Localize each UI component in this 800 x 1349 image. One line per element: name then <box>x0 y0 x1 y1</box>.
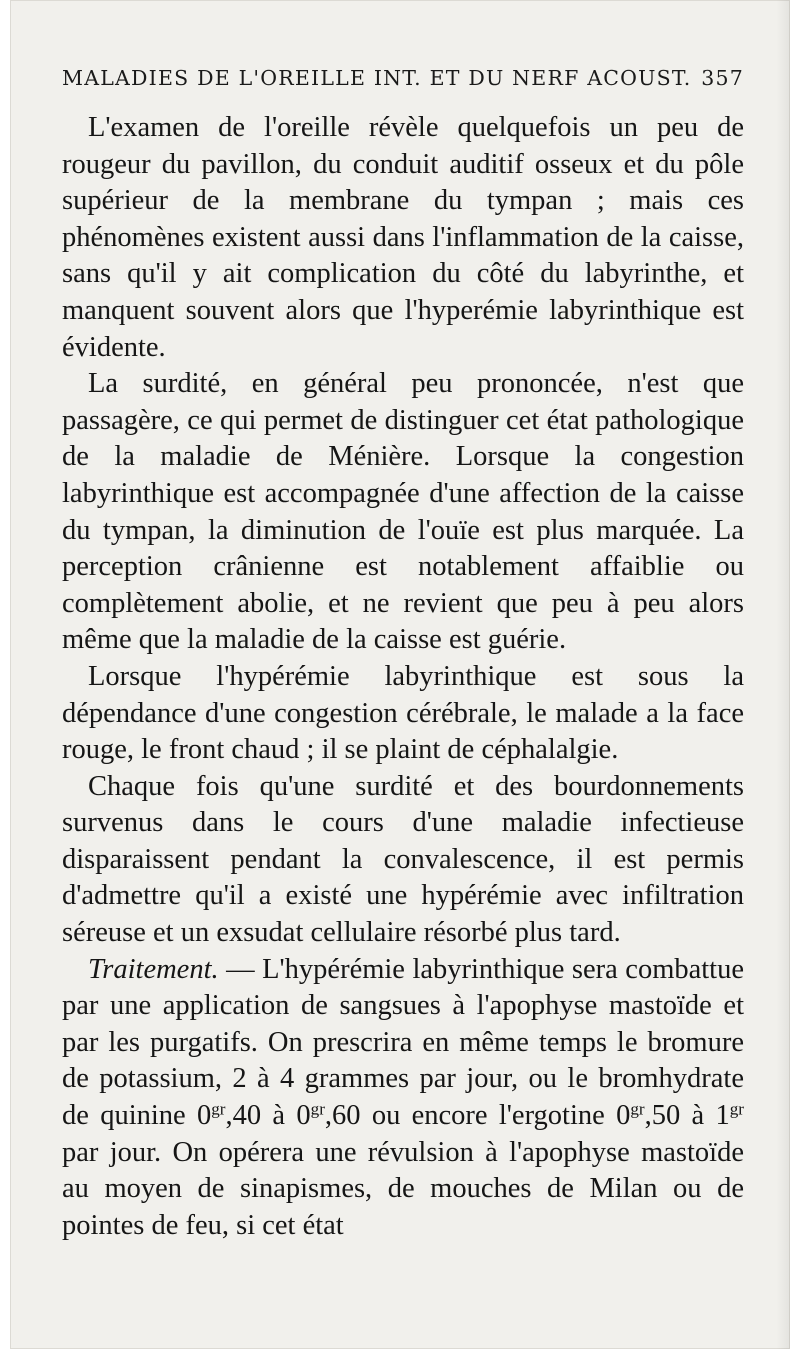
paragraph-5-text-e: par jour. On opérera une révulsion à l'apophyse mastoïde au moyen de sinapismes, de mouches de Milan ou de pointes de feu, si cet état <box>62 1136 744 1241</box>
paragraph-3: Lorsque l'hypérémie labyrinthique est sous la dépendance d'une congestion cérébrale, le malade a la face rouge, le front chaud ; il se plaint de céphalalgie. <box>62 660 744 766</box>
unit-gr-3: gr <box>630 1099 645 1119</box>
treatment-label: Traitement. <box>88 953 219 985</box>
book-page <box>10 0 790 1349</box>
paragraph-5-text-a: — L'hypérémie labyrinthique sera combattue par une application de sangsues à l'apophyse mastoïde et par les purgatifs. On prescrira en même temps le bromure de potassium, 2 à 4 grammes par jour, ou le bromhydrate de quinine 0 <box>62 953 744 1132</box>
body-text <box>62 110 744 1244</box>
unit-gr-2: gr <box>310 1099 325 1119</box>
paragraph-4: Chaque fois qu'une surdité et des bourdonnements survenus dans le cours d'une maladie infectieuse disparaissent pendant la convalescence, il est permis d'admettre qu'il a existé une hypérémie avec infiltration séreuse et un exsudat cellulaire résorbé plus tard. <box>62 770 744 949</box>
running-title: MALADIES DE L'OREILLE INT. ET DU NERF ACOUST. <box>62 66 692 90</box>
paragraph-5-text-c: ,60 ou encore l'ergotine 0 <box>324 1100 631 1132</box>
paragraph-2: La surdité, en général peu prononcée, n'est que passagère, ce qui permet de distinguer cet état pathologique de la maladie de Ménière. Lorsque la congestion labyrinthique est accompagnée d'une affection de la caisse du tympan, la diminution de l'ouïe est plus marquée. La perception crânienne est notablement affaiblie ou complètement abolie, et ne revient que peu à peu alors même que la maladie de la caisse est guérie. <box>62 368 744 656</box>
paragraph-1: L'examen de l'oreille révèle quelquefois un peu de rougeur du pavillon, du conduit auditif osseux et du pôle supérieur de la membrane du tympan ; mais ces phénomènes existent aussi dans l'inflammation de la caisse, sans qu'il y ait complication du côté du labyrinthe, et manquent souvent alors que l'hyperémie labyrinthique est évidente. <box>62 112 744 363</box>
unit-gr-4: gr <box>729 1099 744 1119</box>
paragraph-5 <box>62 952 744 1245</box>
paragraph-5-text-d: ,50 à 1 <box>644 1100 730 1132</box>
page-number: 357 <box>701 66 744 90</box>
running-header <box>62 66 744 90</box>
paragraph-5-text-b: ,40 à 0 <box>225 1100 311 1132</box>
unit-gr-1: gr <box>211 1099 226 1119</box>
